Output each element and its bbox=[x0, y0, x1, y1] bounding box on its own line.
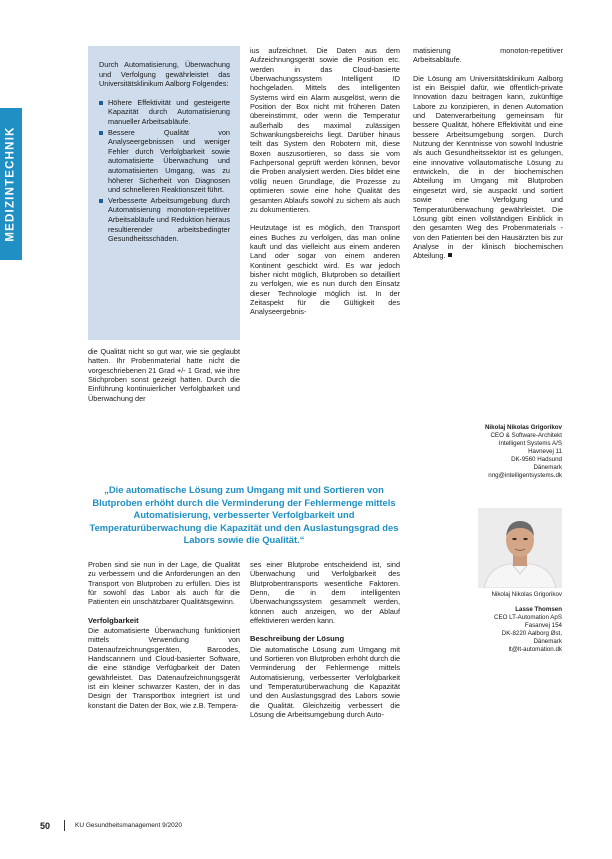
footer-divider bbox=[64, 820, 65, 831]
pull-quote: „Die automatische Lösung zum Umgang mit und Sortieren von Blutproben erhöht durch die Verminderung der Fehlermenge mittels Automatisierung, verbesserter Verfolgbarkeit und Temperaturüberwachung die Kapazität und den Auslastungsgrad des Labors sowie die Qualität.“ bbox=[89, 484, 399, 546]
author-photo bbox=[478, 508, 562, 588]
author-1-name: Nikolaj Nikolas Grigorikov bbox=[484, 424, 562, 431]
paragraph: ius aufzeichnet. Die Daten aus dem Aufzeichnungsgerät sowie die Position etc. werden in das Cloud-basierte Überwachungssystem Intelligent ID hochgeladen. Mittels des intelligenten Systems wird ein Alarm ausgelöst, wenn die Position der Box nicht mit früheren Daten übereinstimmt, oder wenn die Temperatur außerhalb des maximal zulässigen Schwankungsbereichs liegt. Darüber hinaus teilt das System den Robotern mit, diese Boxen auszusortieren, so dass sie vom Fachpersonal geprüft werden können, bevor die Proben analysiert werden. Dies bildet eine völlig neuen Grundlage, die Prozesse zu optimieren sowie eine hohe Qualität des gesamten Ablaufs sowohl zu sichern als auch zu dokumentieren. bbox=[250, 46, 400, 214]
column-2-bottom bbox=[250, 560, 400, 729]
portrait-illustration bbox=[478, 508, 562, 588]
summary-item: Bessere Qualität von Analyseergebnissen und weniger Fehler durch Verfolgbarkeit sowie automatisierte Überwachung und automatisierten Umgang, was zu höherer Sicherheit von Diagnosen und schnelleren Reaktionszeit führt. bbox=[99, 128, 230, 195]
summary-box bbox=[88, 46, 240, 340]
photo-caption: Nikolaj Nikolas Grigorikov bbox=[491, 591, 562, 598]
section-tab-label: MEDIZINTECHNIK bbox=[5, 126, 17, 242]
paragraph: die Qualität nicht so gut war, wie sie geglaubt hatten. Ihr Probenmaterial hatte nicht die vorgeschriebenen 21 Grad +/- 1 Grad, wie ihre Stichproben sonst gezeigt hatten. Durch die Einführung kontinuierlicher Verfolgbarkeit und Überwachung der bbox=[88, 347, 240, 403]
author-2-line: Dänemark bbox=[533, 638, 562, 645]
author-1-line: Havnevej 11 bbox=[528, 448, 562, 455]
author-2-name: Lasse Thomsen bbox=[515, 606, 562, 613]
column-2-top bbox=[250, 46, 400, 326]
author-1-line: Intelligent Systems A/S bbox=[498, 440, 562, 447]
summary-item: Höhere Effektivität und gesteigerte Kapazität durch Automatisierung manueller Arbeitsabläufe. bbox=[99, 98, 230, 127]
section-tab bbox=[0, 108, 22, 260]
author-2-line: CEO LT-Automation ApS bbox=[494, 614, 562, 621]
paragraph: Heutzutage ist es möglich, den Transport eines Buches zu verfolgen, das man online kauft und das vielleicht aus einem anderen Land oder sogar von einem anderen Kontinent geschickt wird. Es war jedoch bisher nicht möglich, Blutproben so detailliert zu verfolgen, wie es nun durch den Einsatz dieser Technologie möglich ist. In der Zeitaspekt für die Gültigkeit des Analyseergebnis- bbox=[250, 223, 400, 317]
summary-intro: Durch Automatisierung, Überwachung und Verfolgung gewährleistet das Universitätsklinikum Aalborg Folgendes: bbox=[99, 60, 230, 89]
publication-name: KU Gesundheitsmanagement 9/2020 bbox=[75, 822, 182, 829]
paragraph-text: Die Lösung am Universitätsklinikum Aalborg ist ein Beispiel dafür, wie öffentlich-private Innovation dazu beitragen kann, zukünftige Labore zu konzipieren, in denen Automation und Datenverarbeitung gemeinsam für bessere Qualität, höhere Effektivität und eine bessere Arbeitsumgebung sorgen. Durch Nutzung der Kenntnisse von sowohl Industrie als auch Gesundheitssektor ist es gelungen, eine innovative vollautomatische Lösung zu entwickeln, die in der biochemischen Abteilung im Umgang mit Blutproben eingesetzt wird, sie auspackt und sortiert sowie eine Verfolgung und Temperaturüberwachung gewährleistet. Die Lösung gibt einen vollständigen Einblick in den gesamten Weg des Probenmaterials - von den Patienten bei den Hausärzten bis zur Analyse in der klinisch biochemischen Abteilung. bbox=[413, 73, 563, 261]
paragraph bbox=[413, 74, 563, 261]
author-2-contact bbox=[430, 606, 562, 654]
paragraph: Die automatisierte Überwachung funktioniert mittels Verwendung von Datenaufzeichnungsgeräten, Barcodes, Handscannern und Cloud-basierter Software, die eine ständige Verfügbarkeit der Daten gewährleistet. Das Datenaufzeichnungsgerät ist ein kleiner schwarzer Kasten, der in das Design der Transportbox integriert ist und konstant die Daten der Box, wie z.B. Tempera- bbox=[88, 626, 240, 710]
column-3-top bbox=[413, 46, 563, 270]
paragraph: Die automatische Lösung zum Umgang mit und Sortieren von Blutproben erhöht durch die Verminderung der Fehlermenge mittels Automatisierung, verbesserter Verfolgbarkeit und Temperaturüberwachung die Kapazität und den Auslastungsgrad des Labors sowie die Qualität. Gleichzeitig verbessert die Lösung die Arbeitsumgebung durch Auto- bbox=[250, 644, 400, 720]
summary-list bbox=[99, 98, 230, 244]
page-footer bbox=[40, 820, 182, 831]
author-2-line: Fasanvej 154 bbox=[524, 622, 562, 629]
author-1-line: CEO & Software-Architekt bbox=[490, 432, 562, 439]
paragraph: ses einer Blutprobe entscheidend ist, sind Überwachung und Verfolgbarkeit des Blutprobentransports wesentliche Faktoren. Denn, die in dem intelligenten Überwachungssystem gesammelt werden, können auch anzeigen, wo der Ablauf effektivieren werden kann. bbox=[250, 560, 400, 626]
author-2-email: lt@lt-automation.dk bbox=[508, 646, 562, 653]
summary-item: Verbesserte Arbeitsumgebung durch Automatisierung monoton-repetitiver Arbeitsabläufe und Reduktion hieraus resultierender arbeitsbedingter Gesundheitsschäden. bbox=[99, 196, 230, 244]
column-1-bottom bbox=[88, 560, 240, 719]
subheading: Beschreibung der Lösung bbox=[250, 634, 345, 644]
author-1-line: Dänemark bbox=[533, 464, 562, 471]
author-2-line: DK-8220 Aalborg Øst, bbox=[501, 630, 562, 637]
author-1-email: nng@intelligentsystems.dk bbox=[488, 472, 562, 479]
page-number: 50 bbox=[40, 820, 51, 831]
subheading: Verfolgbarkeit bbox=[88, 615, 139, 625]
paragraph: matisierung monoton-repetitiver Arbeitsabläufe. bbox=[413, 46, 563, 65]
end-of-article-mark bbox=[448, 253, 452, 257]
author-1-line: DK-9560 Hadsund bbox=[511, 456, 562, 463]
author-1-contact bbox=[430, 424, 562, 480]
paragraph: Proben sind sie nun in der Lage, die Qualität zu verbessern und die Anforderungen an den Transport von Blutproben zu erfüllen. Dies ist für sowohl das Labor als auch für die Patienten ein unschätzbarer Qualitätsgewinn. bbox=[88, 560, 240, 607]
column-1-top bbox=[88, 347, 240, 412]
